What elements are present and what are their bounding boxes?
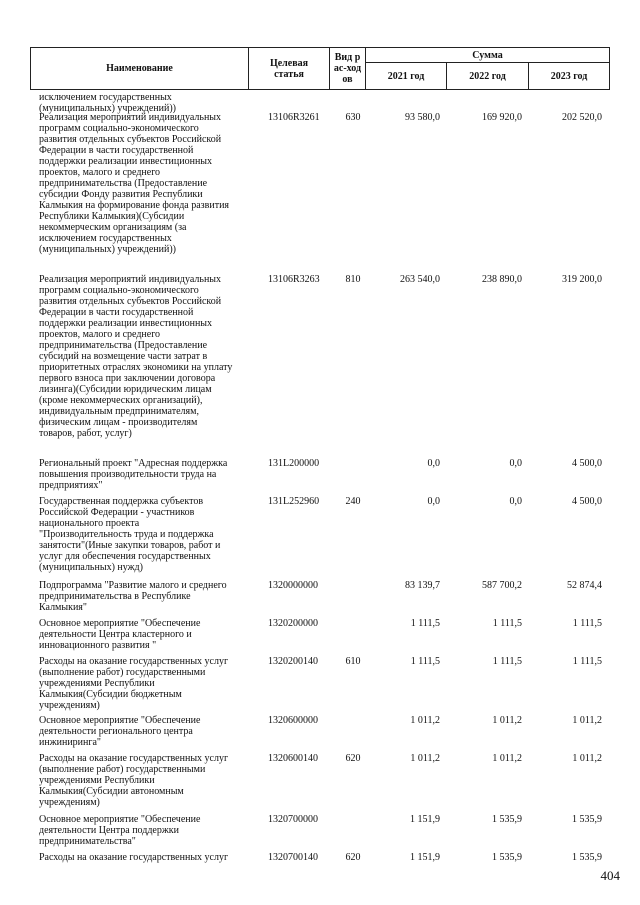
header-name [30,47,249,90]
header-year-1-text: 2021 год [387,70,425,82]
row-name: Основное мероприятие "Обеспечение деятельности Центра поддержки предпринимательства" [39,814,201,847]
row-value-2022: 1 111,5 [492,618,522,629]
row-name: Реализация мероприятий индивидуальных программ социально-экономического развития отдельных субъектов Российской Федерации в части государственной поддержки реализации инвестиционных проектов, малого и среднего предпринимательства (Предоставление субсидий на возмещение части затрат в приоритетных отраслях экономики на уплату первого взноса при заключении договора лизинга)(Субсидии юридическим лицам (кроме некоммерческих организаций), индивидуальным предпринимателям, физическим лицам - производителям товаров, работ, услуг) [39,274,233,439]
row-value-2023: 1 111,5 [572,656,602,667]
header-sum-text: Сумма [472,49,503,61]
row-value-2022: 1 011,2 [492,753,522,764]
row-value-2023: 1 535,9 [572,852,602,863]
row-code: 1320600140 [268,753,318,764]
row-code: 13106R3261 [268,112,320,123]
row-name: Основное мероприятие "Обеспечение деятельности Центра кластерного и инновационного развития " [39,618,201,651]
row-type: 240 [345,496,361,507]
row-code: 1320000000 [268,580,318,591]
row-value-2021: 1 151,9 [410,814,440,825]
row-value-2023: 4 500,0 [572,458,602,469]
header-type [329,47,366,90]
row-value-2022: 1 535,9 [492,852,522,863]
row-value-2023: 319 200,0 [562,274,602,285]
row-value-2022: 169 920,0 [482,112,522,123]
row-type: 620 [345,753,361,764]
row-type: 630 [345,112,361,123]
row-code: 1320200000 [268,618,318,629]
row-value-2023: 52 874,4 [567,580,602,591]
row-value-2022: 0,0 [509,458,522,469]
row-name: Расходы на оказание государственных услуг (выполнение работ) государственными учреждениями Республики Калмыкия(Субсидии автономным учреждениям) [39,753,229,808]
row-value-2022: 1 535,9 [492,814,522,825]
row-type: 810 [345,274,361,285]
header-year-3 [528,62,610,90]
header-sum [365,47,610,63]
row-name: Реализация мероприятий индивидуальных программ социально-экономического развития отдельных субъектов Российской Федерации в части государственной поддержки реализации инвестиционных проектов, малого и среднего предпринимательства (Предоставление субсидии Фонду развития Республики Калмыкия на формирование фонда развития Республики Калмыкия)(Субсидии некоммерческим организациям (за исключением государственных (муниципальных) учреждений)) [39,112,230,255]
row-value-2021: 93 580,0 [405,112,440,123]
row-code: 1320600000 [268,715,318,726]
row-name: Основное мероприятие "Обеспечение деятельности регионального центра инжиниринга" [39,715,201,748]
row-code: 1320700140 [268,852,318,863]
row-code: 131L200000 [268,458,320,469]
row-value-2021: 83 139,7 [405,580,440,591]
row-value-2021: 263 540,0 [400,274,440,285]
row-name: Расходы на оказание государственных услуг [39,852,229,863]
page-number: 404 [600,868,620,883]
row-code: 1320700000 [268,814,318,825]
header-code [248,47,330,90]
header-name-text: Наименование [106,63,173,74]
row-value-2023: 1 011,2 [572,753,602,764]
header-year-2-text: 2022 год [469,70,506,82]
row-code: 131L252960 [268,496,320,507]
row-value-2023: 1 011,2 [572,715,602,726]
header-code-text: Целевая статья [269,57,309,80]
row-name: Расходы на оказание государственных услуг (выполнение работ) государственными учреждениями Республики Калмыкия(Субсидии бюджетным учреждениям) [39,656,229,711]
row-value-2021: 1 011,2 [410,753,440,764]
row-value-2022: 238 890,0 [482,274,522,285]
row-name: Региональный проект "Адресная поддержка повышения производительности труда на предприятиях" [39,458,228,491]
row-value-2021: 0,0 [427,496,440,507]
header-type-text: Вид рас-ходов [333,52,362,85]
row-value-2023: 202 520,0 [562,112,602,123]
row-value-2021: 1 111,5 [410,618,440,629]
row-type: 610 [345,656,361,667]
row-code: 13106R3263 [268,274,320,285]
row-value-2023: 4 500,0 [572,496,602,507]
row-type: 620 [345,852,361,863]
row-value-2021: 0,0 [427,458,440,469]
row-value-2023: 1 111,5 [572,618,602,629]
row-value-2021: 1 011,2 [410,715,440,726]
row-name: исключением государственных (муниципальных) учреждений)) [39,92,177,114]
row-value-2021: 1 151,9 [410,852,440,863]
row-value-2022: 587 700,2 [482,580,522,591]
row-name: Подпрограмма "Развитие малого и среднего предпринимательства в Республике Калмыкия" [39,580,227,613]
row-value-2023: 1 535,9 [572,814,602,825]
row-name: Государственная поддержка субъектов Российской Федерации - участников национального проекта "Производительность труда и поддержка занятости"(Иные закупки товаров, работ и услуг для обеспечения государственных (муниципальных) нужд) [39,496,221,573]
header-year-1 [365,62,447,90]
header-year-3-text: 2023 год [550,70,588,82]
row-value-2022: 1 011,2 [492,715,522,726]
row-code: 1320200140 [268,656,318,667]
row-value-2021: 1 111,5 [410,656,440,667]
row-value-2022: 0,0 [509,496,522,507]
header-year-2 [446,62,529,90]
row-value-2022: 1 111,5 [492,656,522,667]
